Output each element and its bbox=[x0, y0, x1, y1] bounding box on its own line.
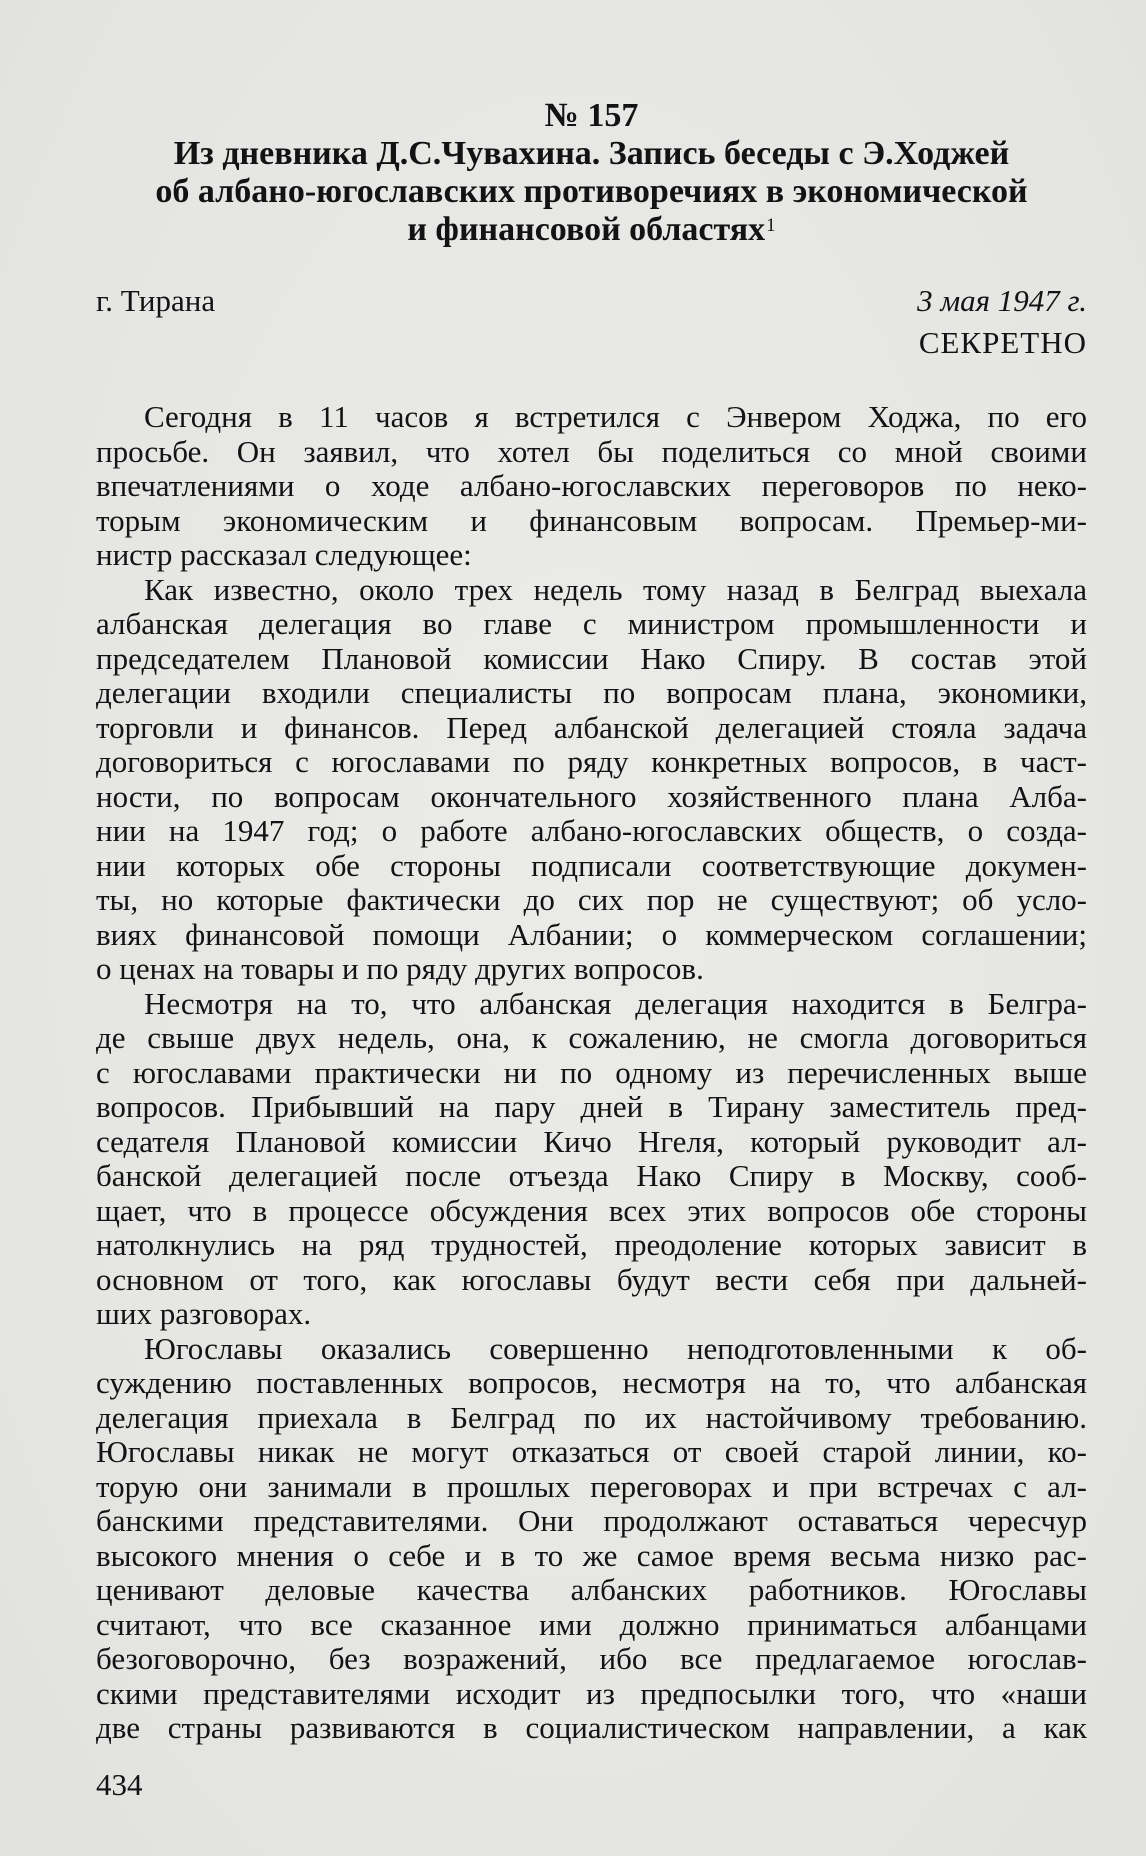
text-line: высокого мнения о себе и в то же самое время весьма низко рас- bbox=[96, 1537, 1087, 1573]
text-line: делегация приехала в Белград по их настойчивому требованию. bbox=[96, 1399, 1087, 1435]
document-title-line: об албано-югославских противоречиях в экономической bbox=[155, 173, 1028, 210]
text-line: банской делегацией после отъезда Нако Спиру в Москву, сооб- bbox=[96, 1158, 1087, 1193]
place: г. Тирана bbox=[96, 283, 216, 318]
text-line: две страны развиваются в социалистическом направлении, а как bbox=[96, 1710, 1087, 1745]
text-line: Как известно, около трех недель тому назад в Белград выехала bbox=[144, 571, 1087, 607]
text-line: банскими представителями. Они продолжают оставаться чересчур bbox=[96, 1503, 1087, 1538]
text-line: нистр рассказал следующее: bbox=[96, 537, 472, 572]
text-line: суждению поставленных вопросов, несмотря на то, что албанская bbox=[96, 1365, 1087, 1400]
text-line: торговли и финансов. Перед албанской делегацией стояла задача bbox=[96, 709, 1087, 745]
document-title-text: и финансовой областях bbox=[407, 211, 766, 248]
paragraph bbox=[96, 400, 1087, 573]
text-line: ности, по вопросам окончательного хозяйственного плана Алба- bbox=[96, 778, 1087, 814]
text-line: Югославы никак не могут отказаться от своей старой линии, ко- bbox=[96, 1434, 1087, 1469]
text-line: о ценах на товары и по ряду других вопросов. bbox=[96, 951, 704, 986]
text-line: безоговорочно, без возражений, ибо все предлагаемое югослав- bbox=[96, 1641, 1087, 1676]
paragraph bbox=[96, 987, 1087, 1332]
text-line: нии которых обе стороны подписали соответствующие докумен- bbox=[96, 847, 1087, 883]
text-line: председателем Плановой комиссии Нако Спиру. В состав этой bbox=[96, 640, 1087, 676]
text-line: де свыше двух недель, она, к сожалению, не смогла договориться bbox=[96, 1020, 1087, 1055]
text-line: Югославы оказались совершенно неподготовленными к об- bbox=[144, 1330, 1087, 1366]
text-line: виях финансовой помощи Албании; о коммерческом соглашении; bbox=[96, 916, 1087, 952]
date: 3 мая 1947 г. bbox=[917, 283, 1087, 318]
text-line: торую они занимали в прошлых переговорах и при встречах с ал- bbox=[96, 1468, 1087, 1504]
text-line: вопросов. Прибывший на пару дней в Тирану заместитель пред- bbox=[96, 1089, 1087, 1124]
text-line: натолкнулись на ряд трудностей, преодоление которых зависит в bbox=[96, 1227, 1087, 1262]
text-line: албанская делегация во главе с министром промышленности и bbox=[96, 606, 1087, 641]
text-line: скими представителями исходит из предпосылки того, что «наши bbox=[96, 1675, 1087, 1711]
text-line: основном от того, как югославы будут вести себя при дальней- bbox=[96, 1261, 1087, 1297]
place-date-row bbox=[96, 280, 1087, 322]
text-line: с югославами практически ни по одному из перечисленных выше bbox=[96, 1054, 1087, 1090]
text-line: ты, но которые фактически до сих пор не существуют; об усло- bbox=[96, 882, 1087, 917]
footnote-mark: 1 bbox=[766, 215, 776, 236]
text-line: щает, что в процессе обсуждения всех этих вопросов обе стороны bbox=[96, 1192, 1087, 1228]
body-text bbox=[96, 400, 1087, 1746]
text-line: седателя Плановой комиссии Кичо Нгеля, который руководит ал- bbox=[96, 1123, 1087, 1159]
text-line: ших разговорах. bbox=[96, 1296, 312, 1331]
text-line: торым экономическим и финансовым вопросам. Премьер-ми- bbox=[96, 502, 1087, 538]
paragraph bbox=[96, 573, 1087, 987]
paragraph bbox=[96, 1332, 1087, 1746]
text-line: договориться с югославами по ряду конкретных вопросов, в част- bbox=[96, 744, 1087, 779]
text-line: ценивают деловые качества албанских работников. Югославы bbox=[96, 1572, 1087, 1607]
classification-mark: СЕКРЕТНО bbox=[918, 325, 1087, 360]
document-title-line bbox=[96, 211, 1087, 249]
document-number: № 157 bbox=[544, 97, 639, 134]
text-line: просьбе. Он заявил, что хотел бы поделиться со мной своими bbox=[96, 433, 1087, 469]
text-line: впечатлениями о ходе албано-югославских переговоров по неко- bbox=[96, 468, 1087, 503]
text-line: считают, что все сказанное ими должно приниматься албанцами bbox=[96, 1606, 1087, 1642]
document-heading bbox=[96, 97, 1087, 249]
page-number: 434 bbox=[96, 1767, 143, 1802]
text-line: нии на 1947 год; о работе албано-югославских обществ, о созда- bbox=[96, 813, 1087, 848]
document-title-line: Из дневника Д.С.Чувахина. Запись беседы с Э.Ходжей bbox=[173, 135, 1010, 172]
text-line: Сегодня в 11 часов я встретился с Энвером Ходжа, по его bbox=[144, 399, 1087, 434]
text-line: Несмотря на то, что албанская делегация находится в Белгра- bbox=[144, 985, 1087, 1021]
text-line: делегации входили специалисты по вопросам плана, экономики, bbox=[96, 675, 1087, 710]
